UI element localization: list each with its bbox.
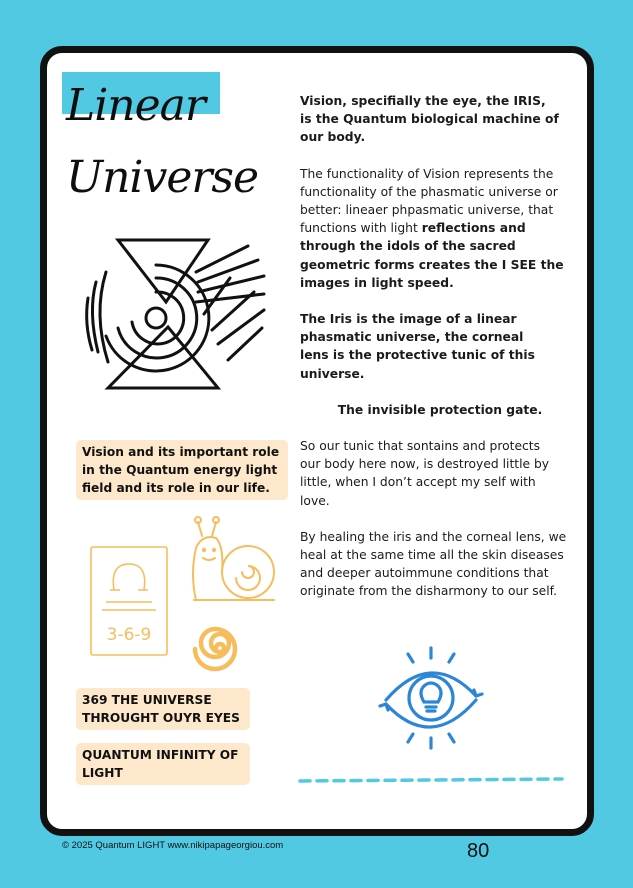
paragraph-functionality-plain: The functionality of Vision represents the functionality of the phasmatic universe or better: lineaer phpasmatic universe, that functions with light — [300, 166, 558, 236]
paragraph-iris: The Iris is the image of a linear phasmatic universe, the corneal lens is the protective tunic of this universe. — [300, 312, 535, 381]
infinity-line2: LIGHT — [82, 766, 123, 780]
paragraph-tunic: So our tunic that sontains and protects our body here now, is destroyed little by little, when I don’t accept my self with love. — [300, 439, 550, 508]
universe-note — [76, 688, 250, 730]
page-number: 80 — [467, 840, 490, 862]
badge-numbers: 3-6-9 — [106, 625, 152, 645]
page-title-line1: Linear — [66, 80, 205, 131]
vision-role-text: Vision and its important role in the Quantum energy light field and its role in our life. — [82, 445, 280, 495]
spiral-hourglass-drawing — [78, 232, 278, 400]
eye-bulb-icon — [372, 644, 490, 754]
body-column — [300, 92, 580, 601]
paragraph-healing: By healing the iris and the corneal lens, we heal at the same time all the skin diseases and deeper autoimmune conditions that originate from the disharmony to our self. — [300, 529, 567, 599]
infinity-line1: QUANTUM INFINITY OF — [82, 748, 239, 762]
paragraph-functionality-bold: reflections and through the idols of the sacred geometric forms creates the I SEE the images in light speed. — [300, 221, 564, 290]
paragraph-intro: Vision, specifially the eye, the IRIS, is the Quantum biological machine of our body. — [300, 94, 559, 145]
vision-role-note — [76, 440, 288, 500]
omega-369-card-icon — [88, 544, 170, 658]
infinity-note — [76, 743, 250, 785]
footer-copyright: © 2025 Quantum LIGHT www.nikipapageorgiou.com — [62, 840, 284, 851]
snail-icon — [188, 514, 282, 604]
universe-line1: 369 THE UNIVERSE — [82, 693, 212, 707]
universe-line2: THROUGHT OUYR EYES — [82, 711, 240, 725]
paragraph-protection-gate: The invisible protection gate. — [337, 402, 543, 417]
paragraph-functionality — [300, 165, 580, 292]
page-title-line2: Universe — [66, 152, 259, 203]
orange-spiral-icon — [190, 620, 250, 676]
dashed-divider — [298, 776, 564, 786]
